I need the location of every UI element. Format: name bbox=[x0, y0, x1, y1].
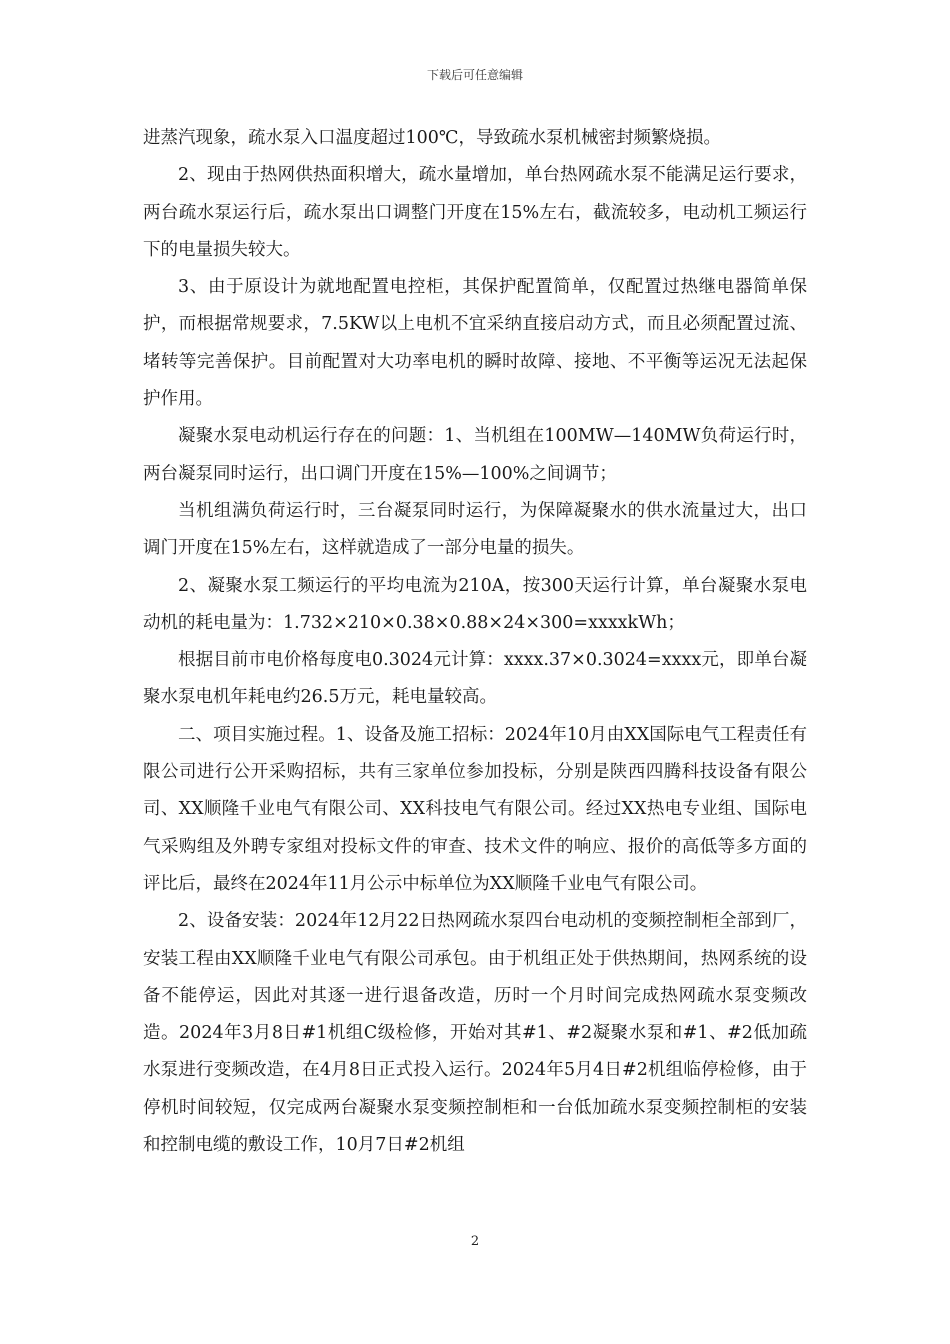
paragraph: 凝聚水泵电动机运行存在的问题：1、当机组在100MW—140MW负荷运行时，两台凝泵同时运行，出口调门开度在15%—100%之间调节； bbox=[143, 426, 807, 484]
paragraph: 当机组满负荷运行时，三台凝泵同时运行，为保障凝聚水的供水流量过大，出口调门开度在15%左右，这样就造成了一部分电量的损失。 bbox=[143, 500, 807, 559]
paragraph: 2、设备安装：2024年12月22日热网疏水泵四台电动机的变频控制柜全部到厂，安装工程由XX顺隆千业电气有限公司承包。由于机组正处于供热期间，热网系统的设备不能停运，因此对其逐一进行退备改造，历时一个月时间完成热网疏水泵变频改造。2024年3月8日#1机组C级检修，开始对其#1、#2凝聚水泵和#1、#2低加疏水泵进行变频改造，在4月8日正式投入运行。2024年5月4日#2机组临停检修，由于停机时间较短，仅完成两台凝聚水泵变频控制柜和一台低加疏水泵变频控制柜的安装和控制电缆的敷设工作，10月7日#2机组 bbox=[143, 911, 807, 1156]
paragraph: 2、现由于热网供热面积增大，疏水量增加，单台热网疏水泵不能满足运行要求，两台疏水泵运行后，疏水泵出口调整门开度在15%左右，截流较多，电动机工频运行下的电量损失较大。 bbox=[143, 165, 807, 260]
document-body bbox=[143, 120, 807, 1164]
paragraph: 3、由于原设计为就地配置电控柜，其保护配置简单，仅配置过热继电器简单保护，而根据常规要求，7.5KW以上电机不宜采纳直接启动方式，而且必须配置过流、堵转等完善保护。目前配置对大功率电机的瞬时故障、接地、不平衡等运况无法起保护作用。 bbox=[143, 277, 807, 410]
page-header: 下载后可任意编辑 bbox=[426, 68, 523, 82]
page-number: 2 bbox=[470, 1234, 480, 1249]
paragraph: 根据目前市电价格每度电0.3024元计算：xxxx.37×0.3024=xxxx元，即单台凝聚水泵电机年耗电约26.5万元，耗电量较高。 bbox=[143, 650, 807, 708]
paragraph: 2、凝聚水泵工频运行的平均电流为210A，按300天运行计算，单台凝聚水泵电动机的耗电量为：1.732×210×0.38×0.88×24×300=xxxxkWh； bbox=[143, 575, 807, 633]
paragraph: 二、项目实施过程。1、设备及施工招标：2024年10月由XX国际电气工程责任有限公司进行公开采购招标，共有三家单位参加投标，分别是陕西四腾科技设备有限公司、XX顺隆千业电气有限公司、XX科技电气有限公司。经过XX热电专业组、国际电气采购组及外聘专家组对投标文件的审查、技术文件的响应、报价的高低等多方面的评比后，最终在2024年11月公示中标单位为XX顺隆千业电气有限公司。 bbox=[143, 724, 807, 894]
paragraph-continuation: 进蒸汽现象，疏水泵入口温度超过100℃，导致疏水泵机械密封频繁烧损。 bbox=[143, 128, 721, 148]
